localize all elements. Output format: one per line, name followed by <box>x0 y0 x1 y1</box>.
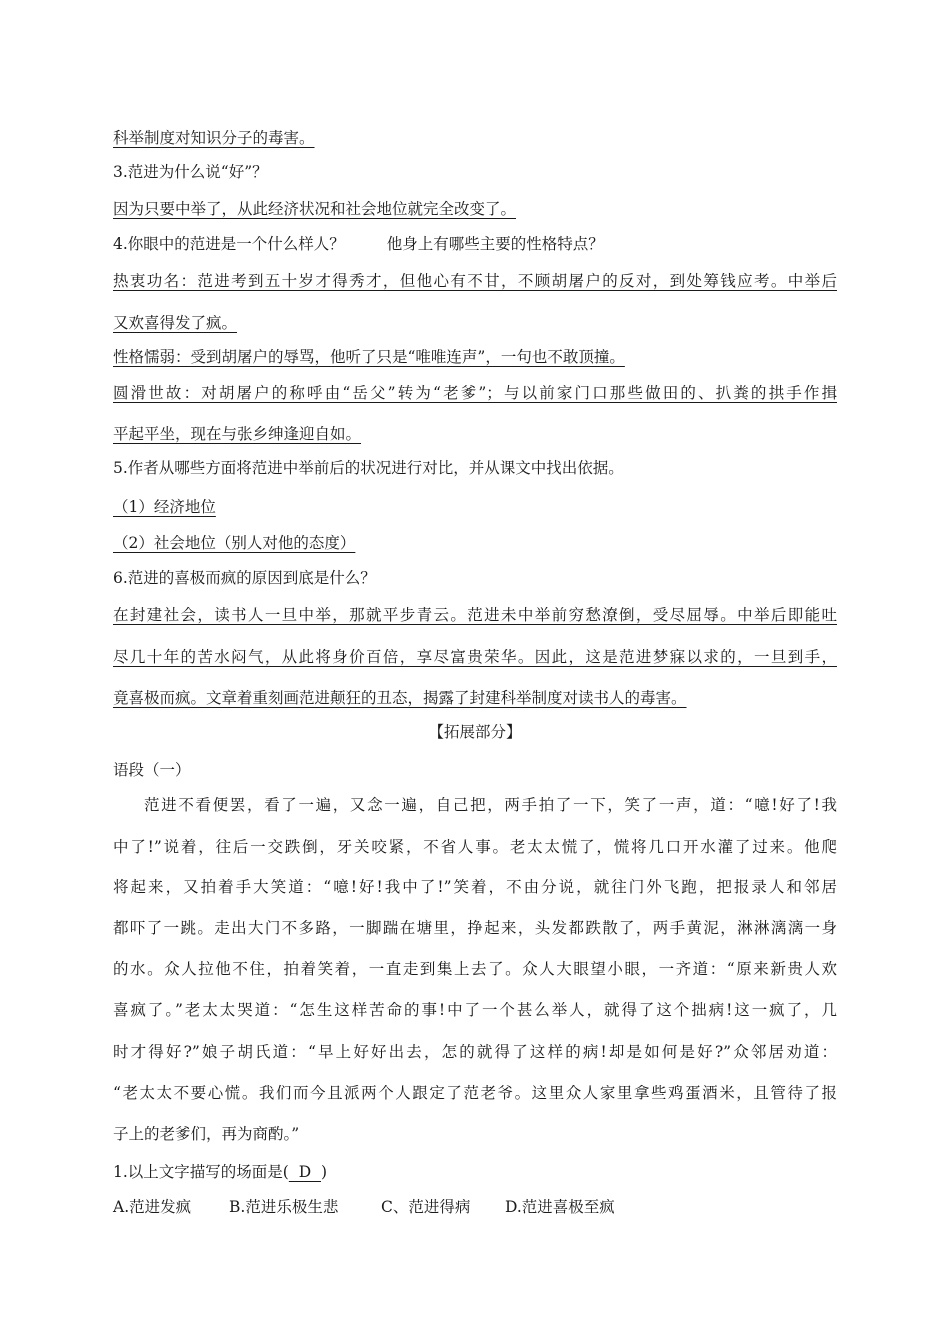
mcq-options <box>113 1197 615 1217</box>
passage-line: 范进不看便罢，看了一遍，又念一遍，自己把，两手拍了一下，笑了一声，道：“噫!好了!我 <box>144 796 837 814</box>
q5-answer-1: （1）经济地位 <box>113 498 216 516</box>
passage-line: 将起来，又拍着手大笑道：“噫!好!我中了!”笑着，不由分说，就往门外飞跑，把报录人和邻居 <box>113 878 837 896</box>
mcq-option-d: D.范进喜极至疯 <box>505 1198 615 1216</box>
q4-trait1-line1: 热衷功名：范进考到五十岁才得秀才，但他心有不甘，不顾胡屠户的反对，到处筹钱应考。中举后 <box>113 272 837 290</box>
section-title: 【拓展部分】 <box>428 723 522 741</box>
q6-answer-line1: 在封建社会，读书人一旦中举，那就平步青云。范进未中举前穷愁潦倒，受尽屈辱。中举后即能吐 <box>113 606 837 624</box>
q4-question: 4.你眼中的范进是一个什么样人？ 他身上有哪些主要的性格特点？ <box>113 235 604 253</box>
q2-answer-tail: 科举制度对知识分子的毒害。 <box>113 129 315 147</box>
q3-answer: 因为只要中举了，从此经济状况和社会地位就完全改变了。 <box>113 200 517 218</box>
mcq-answer: D <box>288 1163 321 1181</box>
passage-label: 语段（一） <box>113 761 191 779</box>
passage-line: “老太太不要心慌。我们而今且派两个人跟定了范老爷。这里众人家里拿些鸡蛋酒米，且管待了报 <box>113 1084 837 1102</box>
q4-trait3-line1: 圆滑世故：对胡屠户的称呼由“岳父”转为“老爹”；与以前家门口那些做田的、扒粪的拱手作揖 <box>113 384 837 402</box>
mcq-stem: 1.以上文字描写的场面是( D ) <box>113 1163 328 1181</box>
mcq-option-b: B.范进乐极生悲 <box>229 1198 339 1216</box>
q4-trait2: 性格懦弱：受到胡屠户的辱骂，他听了只是“唯唯连声”，一句也不敢顶撞。 <box>113 348 625 366</box>
passage-line: 都吓了一跳。走出大门不多路，一脚踹在塘里，挣起来，头发都跌散了，两手黄泥，淋淋漓漓一身 <box>113 919 837 937</box>
passage-line: 子上的老爹们，再为商酌。” <box>113 1125 300 1143</box>
q6-answer-line3: 竟喜极而疯。文章着重刻画范进颠狂的丑态，揭露了封建科举制度对读书人的毒害。 <box>113 689 687 707</box>
passage-line: 喜疯了。”老太太哭道：“怎生这样苦命的事!中了一个甚么举人，就得了这个拙病!这一疯了，几 <box>113 1001 837 1019</box>
q5-answer-2: （2）社会地位（别人对他的态度） <box>113 534 356 552</box>
q5-question: 5.作者从哪些方面将范进中举前后的状况进行对比，并从课文中找出依据。 <box>113 459 624 477</box>
mcq-option-a: A.范进发疯 <box>113 1198 192 1216</box>
q6-answer-line2: 尽几十年的苦水闷气，从此将身价百倍，享尽富贵荣华。因此，这是范进梦寐以求的，一旦到手， <box>113 648 837 666</box>
passage-line: 的水。众人拉他不住，拍着笑着，一直走到集上去了。众人大眼望小眼，一齐道：“原来新贵人欢 <box>113 960 837 978</box>
passage-line: 中了!”说着，往后一交跌倒，牙关咬紧，不省人事。老太太慌了，慌将几口开水灌了过来。他爬 <box>113 838 837 856</box>
mcq-option-c: C、范进得病 <box>381 1198 471 1216</box>
q4-trait3-line2: 平起平坐，现在与张乡绅逢迎自如。 <box>113 425 362 443</box>
q4-trait1-line2: 又欢喜得发了疯。 <box>113 314 238 332</box>
passage-line: 时才得好?”娘子胡氏道：“早上好好出去，怎的就得了这样的病!却是如何是好?”众邻居劝道： <box>113 1043 837 1061</box>
q6-question: 6.范进的喜极而疯的原因到底是什么？ <box>113 569 376 587</box>
q3-question: 3.范进为什么说“好”？ <box>113 163 268 181</box>
